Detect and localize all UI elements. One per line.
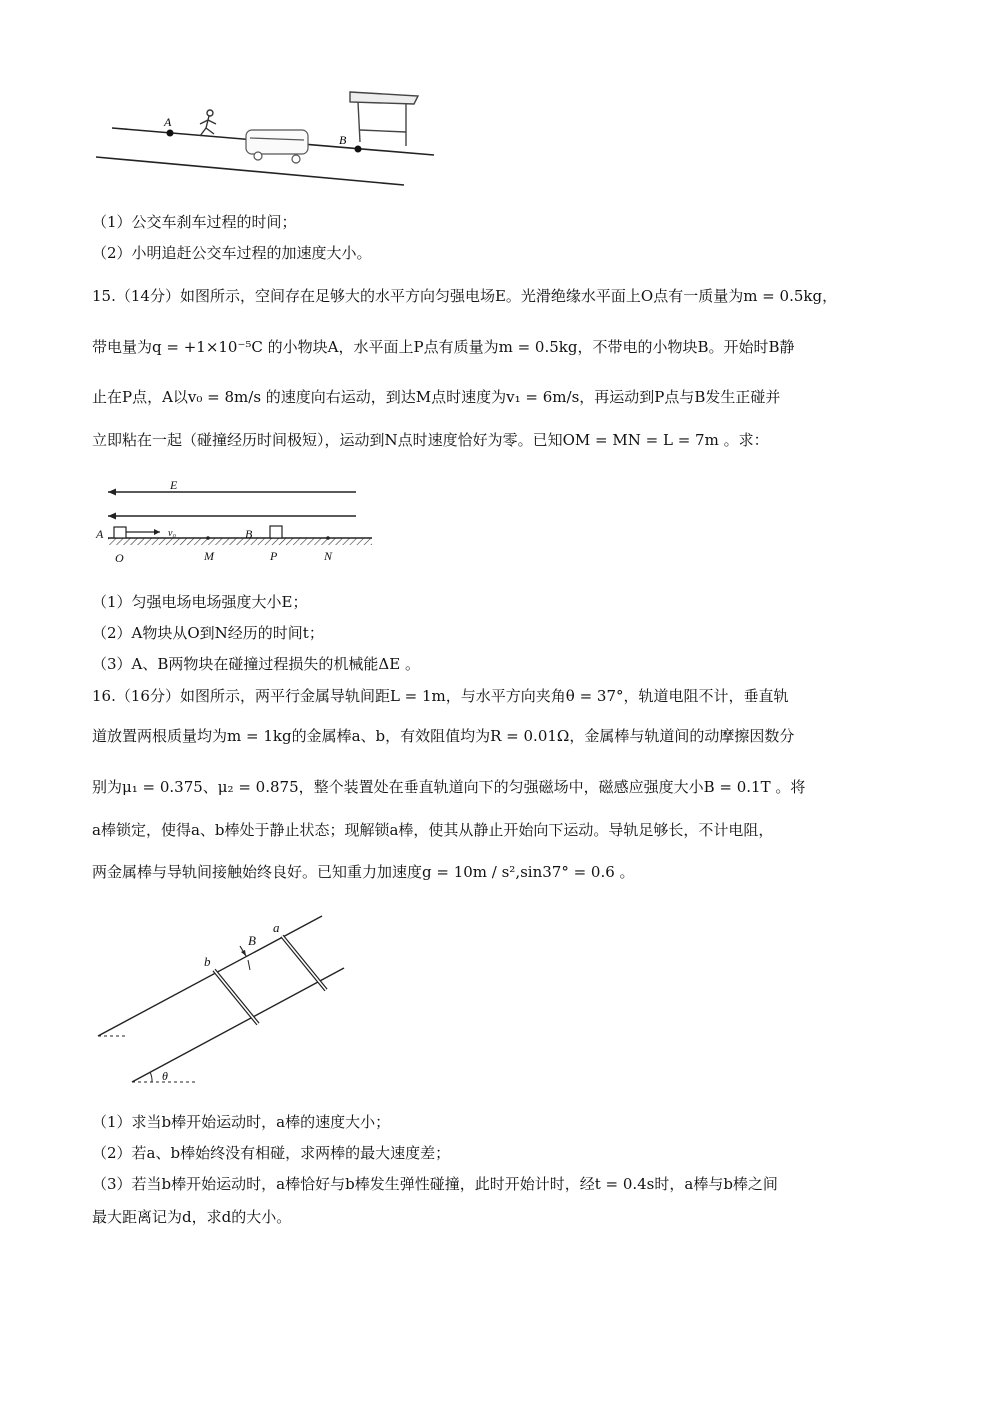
q15-line4: 立即粘在一起（碰撞经历时间极短），运动到N点时速度恰好为零。已知OM = MN = L = 7m 。求： xyxy=(92,431,769,449)
q16-sub1: （1）求当b棒开始运动时，a棒的速度大小； xyxy=(92,1113,391,1131)
person-icon xyxy=(200,110,216,136)
bus-icon xyxy=(246,130,308,163)
inclined-rails-figure xyxy=(90,908,360,1088)
q15-line2: 带电量为q = +1×10⁻⁵C 的小物块A，水平面上P点有质量为m = 0.5kg，不带电的小物块B。开始时B静 xyxy=(92,338,795,356)
svg-text:B: B xyxy=(248,933,256,948)
q16-sub3b: 最大距离记为d，求d的大小。 xyxy=(92,1208,292,1226)
q16-sub2: （2）若a、b棒始终没有相碰，求两棒的最大速度差； xyxy=(92,1144,451,1162)
svg-text:b: b xyxy=(204,954,211,969)
svg-text:θ: θ xyxy=(162,1069,168,1083)
block-a xyxy=(114,527,126,538)
rail-upper xyxy=(98,916,322,1036)
block-b xyxy=(270,526,282,538)
q16-line2: 道放置两根质量均为m = 1kg的金属棒a、b，有效阻值均为R = 0.01Ω，金属棒与轨道间的动摩擦因数分 xyxy=(92,727,795,745)
q16-line4: a棒锁定，使得a、b棒处于静止状态；现解锁a棒，使其从静止开始向下运动。导轨足够长，不计电阻， xyxy=(92,821,774,839)
electric-field-figure xyxy=(90,472,380,572)
q15-sub1: （1）匀强电场电场强度大小E； xyxy=(92,593,308,611)
q16-line1: 16.（16分）如图所示，两平行金属导轨间距L = 1m，与水平方向夹角θ = 37°，轨道电阻不计，垂直轨 xyxy=(92,687,789,705)
svg-text:a: a xyxy=(273,920,280,935)
q15-sub2: （2）A物块从O到N经历的时间t； xyxy=(92,624,324,642)
svg-text:M: M xyxy=(204,549,214,563)
svg-text:B: B xyxy=(245,527,253,541)
svg-text:P: P xyxy=(270,549,278,563)
q16-sub3: （3）若当b棒开始运动时，a棒恰好与b棒发生弹性碰撞，此时开始计时，经t = 0.4s时，a棒与b棒之间 xyxy=(92,1175,778,1193)
q14-sub2: （2）小明追赶公交车过程的加速度大小。 xyxy=(92,244,372,262)
q15-sub3: （3）A、B两物块在碰撞过程损失的机械能ΔE 。 xyxy=(92,655,420,673)
svg-text:E: E xyxy=(170,478,178,492)
q15-line1: 15.（14分）如图所示，空间存在足够大的水平方向匀强电场E。光滑绝缘水平面上O点有一质量为m = 0.5kg， xyxy=(92,287,838,305)
q15-line3: 止在P点，A以v₀ = 8m/s 的速度向右运动，到达M点时速度为v₁ = 6m/s，再运动到P点与B发生正碰并 xyxy=(92,388,781,406)
rail-lower xyxy=(132,968,344,1082)
svg-text:N: N xyxy=(324,549,333,563)
q16-line3: 别为μ₁ = 0.375、μ₂ = 0.875，整个装置处在垂直轨道向下的匀强磁场中，磁感应强度大小B = 0.1T 。将 xyxy=(92,778,806,796)
label-b: B xyxy=(339,133,347,147)
svg-text:v₀: v₀ xyxy=(168,528,176,539)
label-a: A xyxy=(164,115,172,129)
bus-stop-icon xyxy=(350,92,418,146)
svg-text:O: O xyxy=(115,551,124,565)
bus-stop-figure xyxy=(88,80,448,195)
svg-text:A: A xyxy=(96,527,104,541)
q14-sub1: （1）公交车刹车过程的时间； xyxy=(92,213,297,231)
q16-line5: 两金属棒与导轨间接触始终良好。已知重力加速度g = 10m / s²,sin37° = 0.6 。 xyxy=(92,863,635,881)
